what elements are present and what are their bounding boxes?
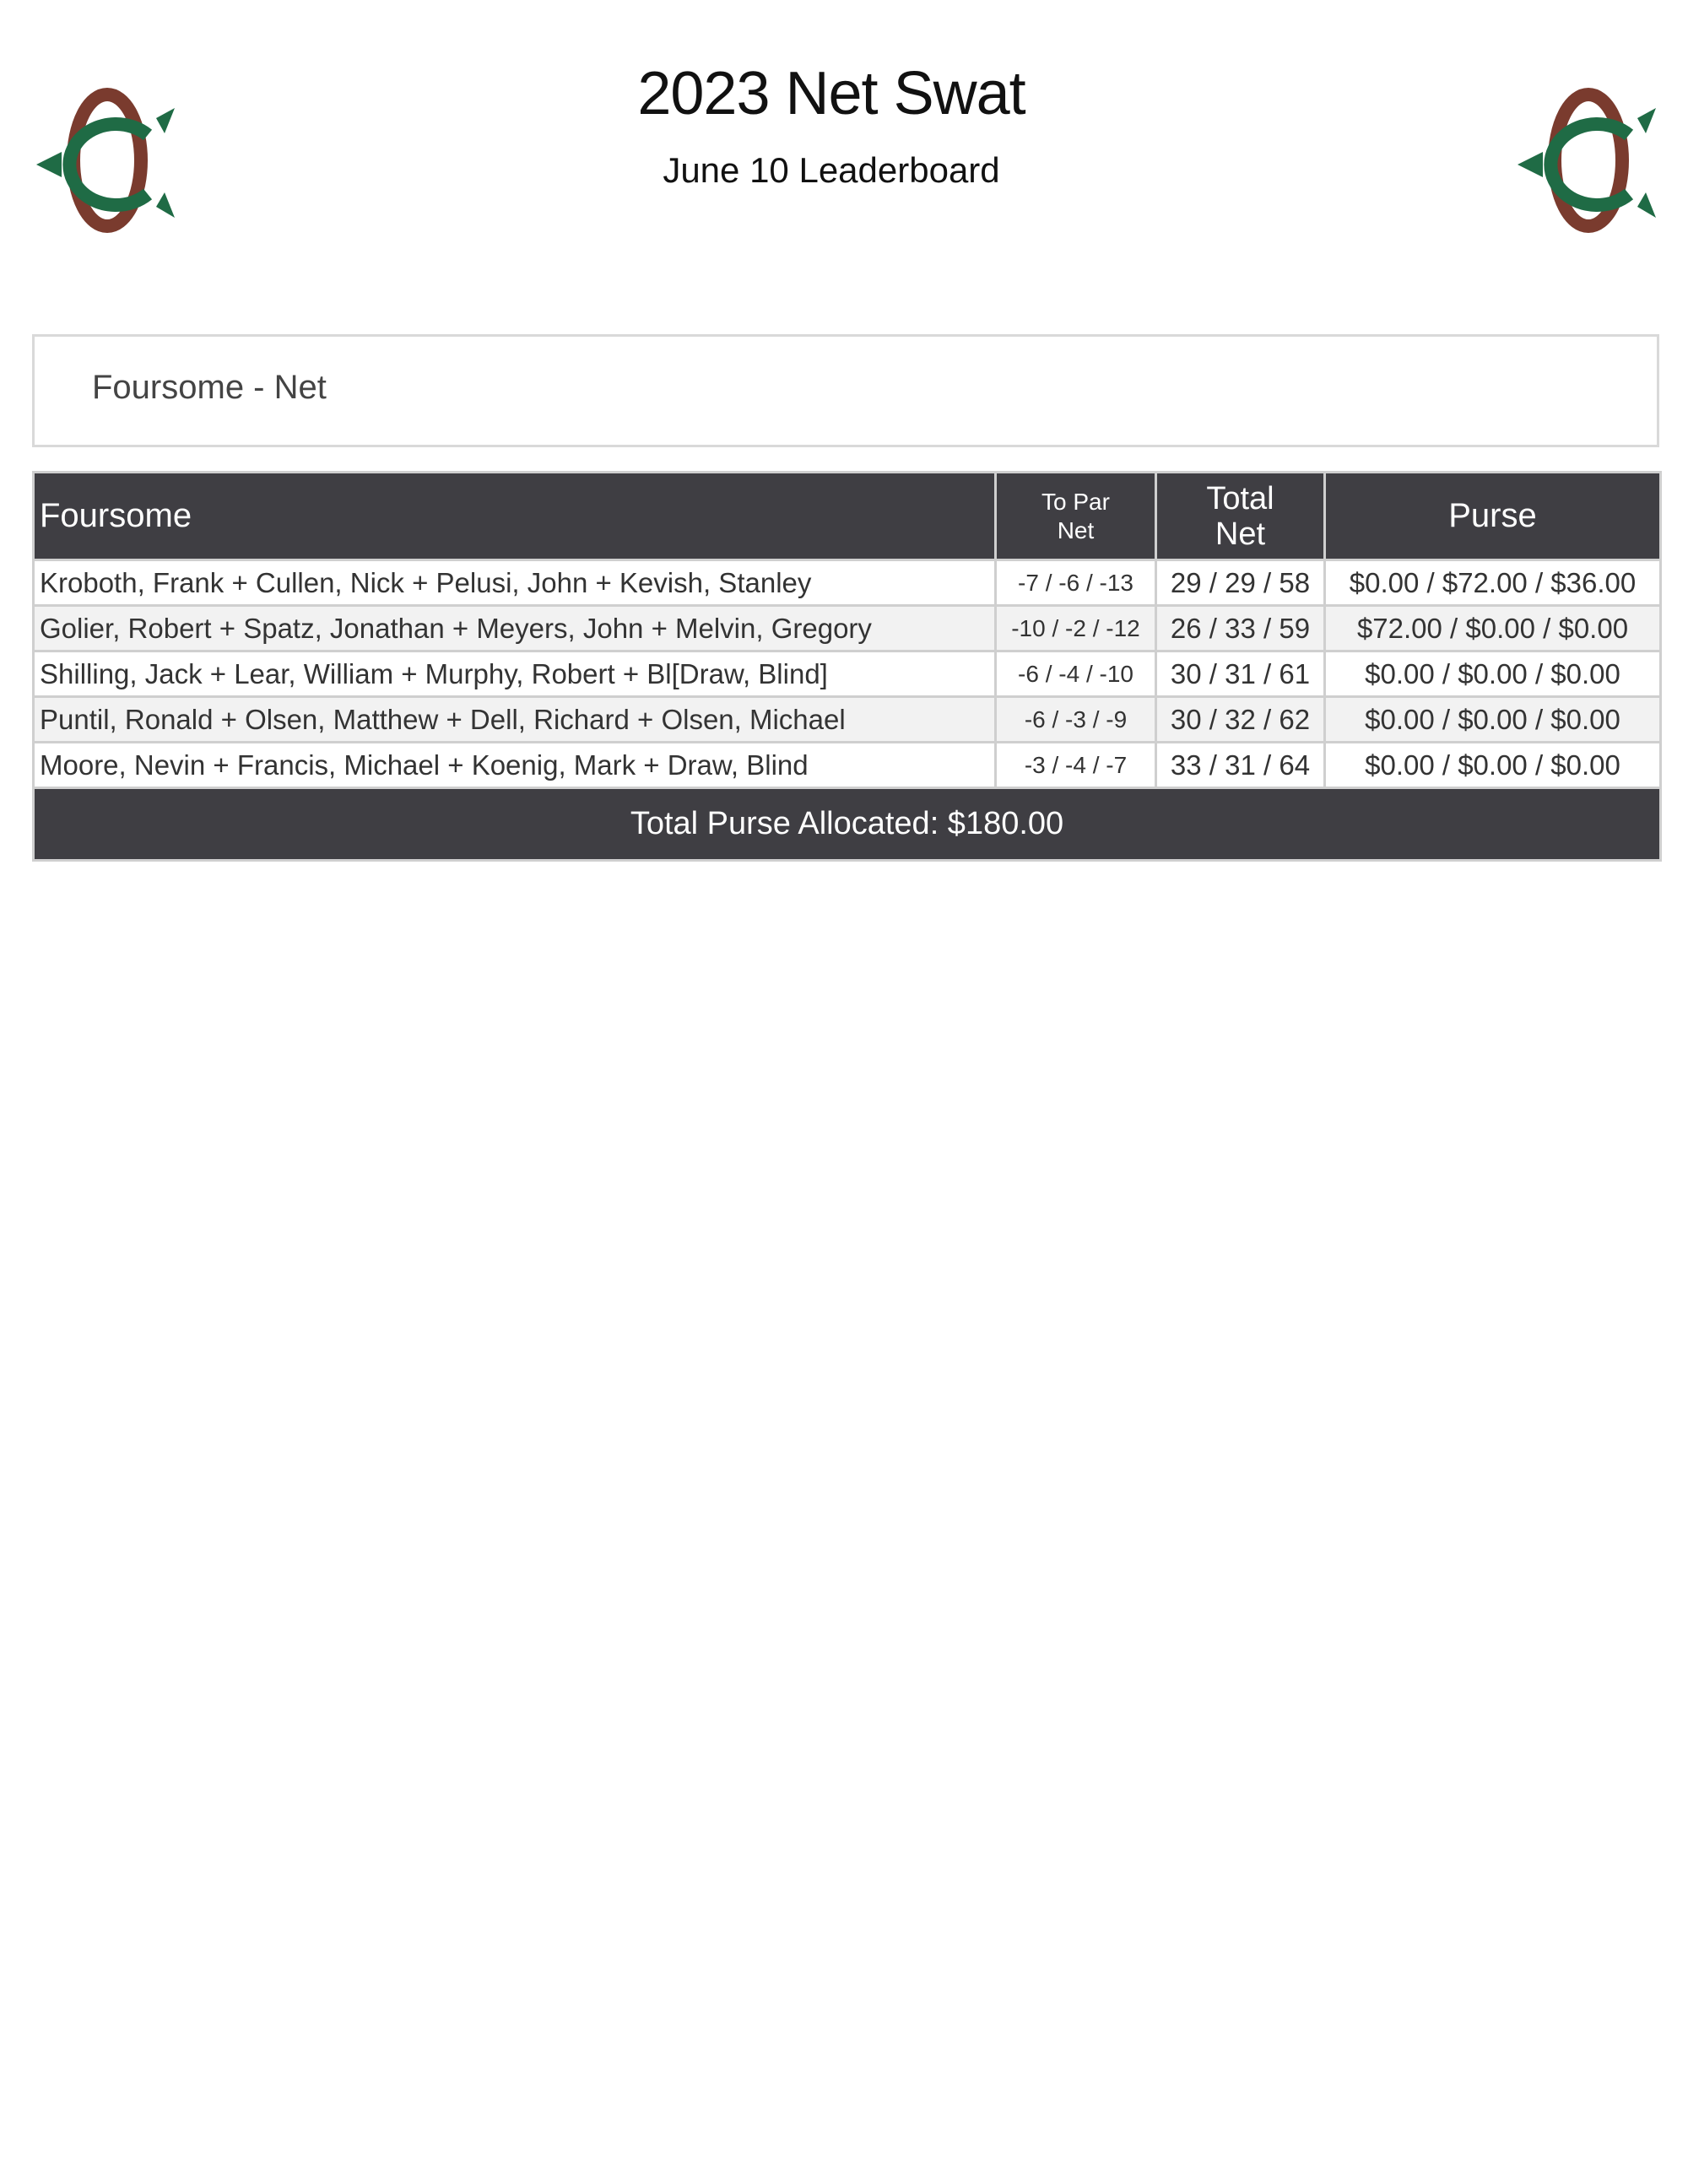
to-par-cell: -3 / -4 / -7 [996,743,1156,788]
total-net-cell: 26 / 33 / 59 [1156,606,1325,651]
purse-cell: $0.00 / $0.00 / $0.00 [1325,697,1661,743]
column-header-total-line2: Net [1215,516,1266,552]
foursome-cell: Shilling, Jack + Lear, William + Murphy, Robert + Bl[Draw, Blind] [34,651,996,697]
leaderboard-table [32,471,1662,862]
total-net-cell: 30 / 32 / 62 [1156,697,1325,743]
table-row [34,697,1661,743]
section-header [32,334,1659,447]
to-par-cell: -10 / -2 / -12 [996,606,1156,651]
total-net-cell: 33 / 31 / 64 [1156,743,1325,788]
foursome-cell: Kroboth, Frank + Cullen, Nick + Pelusi, John + Kevish, Stanley [34,560,996,606]
total-purse-allocated: Total Purse Allocated: $180.00 [34,788,1661,861]
table-footer-row [34,788,1661,861]
purse-cell: $72.00 / $0.00 / $0.00 [1325,606,1661,651]
column-header-to-par-line2: Net [1057,516,1095,543]
table-row [34,651,1661,697]
total-net-cell: 29 / 29 / 58 [1156,560,1325,606]
to-par-cell: -6 / -4 / -10 [996,651,1156,697]
total-net-cell: 30 / 31 / 61 [1156,651,1325,697]
page-title: 2023 Net Swat [637,60,1025,127]
section-label: Foursome - Net [92,369,327,406]
to-par-cell: -7 / -6 / -13 [996,560,1156,606]
foursome-cell: Moore, Nevin + Francis, Michael + Koenig, Mark + Draw, Blind [34,743,996,788]
table-row [34,606,1661,651]
table-row [34,743,1661,788]
column-header-purse: Purse [1325,473,1661,560]
column-header-foursome: Foursome [34,473,996,560]
column-header-total-net [1156,473,1325,560]
page-subtitle: June 10 Leaderboard [663,150,1000,190]
column-header-to-par-net [996,473,1156,560]
table-row [34,560,1661,606]
table-header-row [34,473,1661,560]
purse-cell: $0.00 / $72.00 / $36.00 [1325,560,1661,606]
foursome-cell: Golier, Robert + Spatz, Jonathan + Meyers, John + Melvin, Gregory [34,606,996,651]
to-par-cell: -6 / -3 / -9 [996,697,1156,743]
column-header-to-par-line1: To Par [1041,488,1110,515]
column-header-total-line1: Total [1206,480,1274,516]
purse-cell: $0.00 / $0.00 / $0.00 [1325,651,1661,697]
foursome-cell: Puntil, Ronald + Olsen, Matthew + Dell, Richard + Olsen, Michael [34,697,996,743]
purse-cell: $0.00 / $0.00 / $0.00 [1325,743,1661,788]
